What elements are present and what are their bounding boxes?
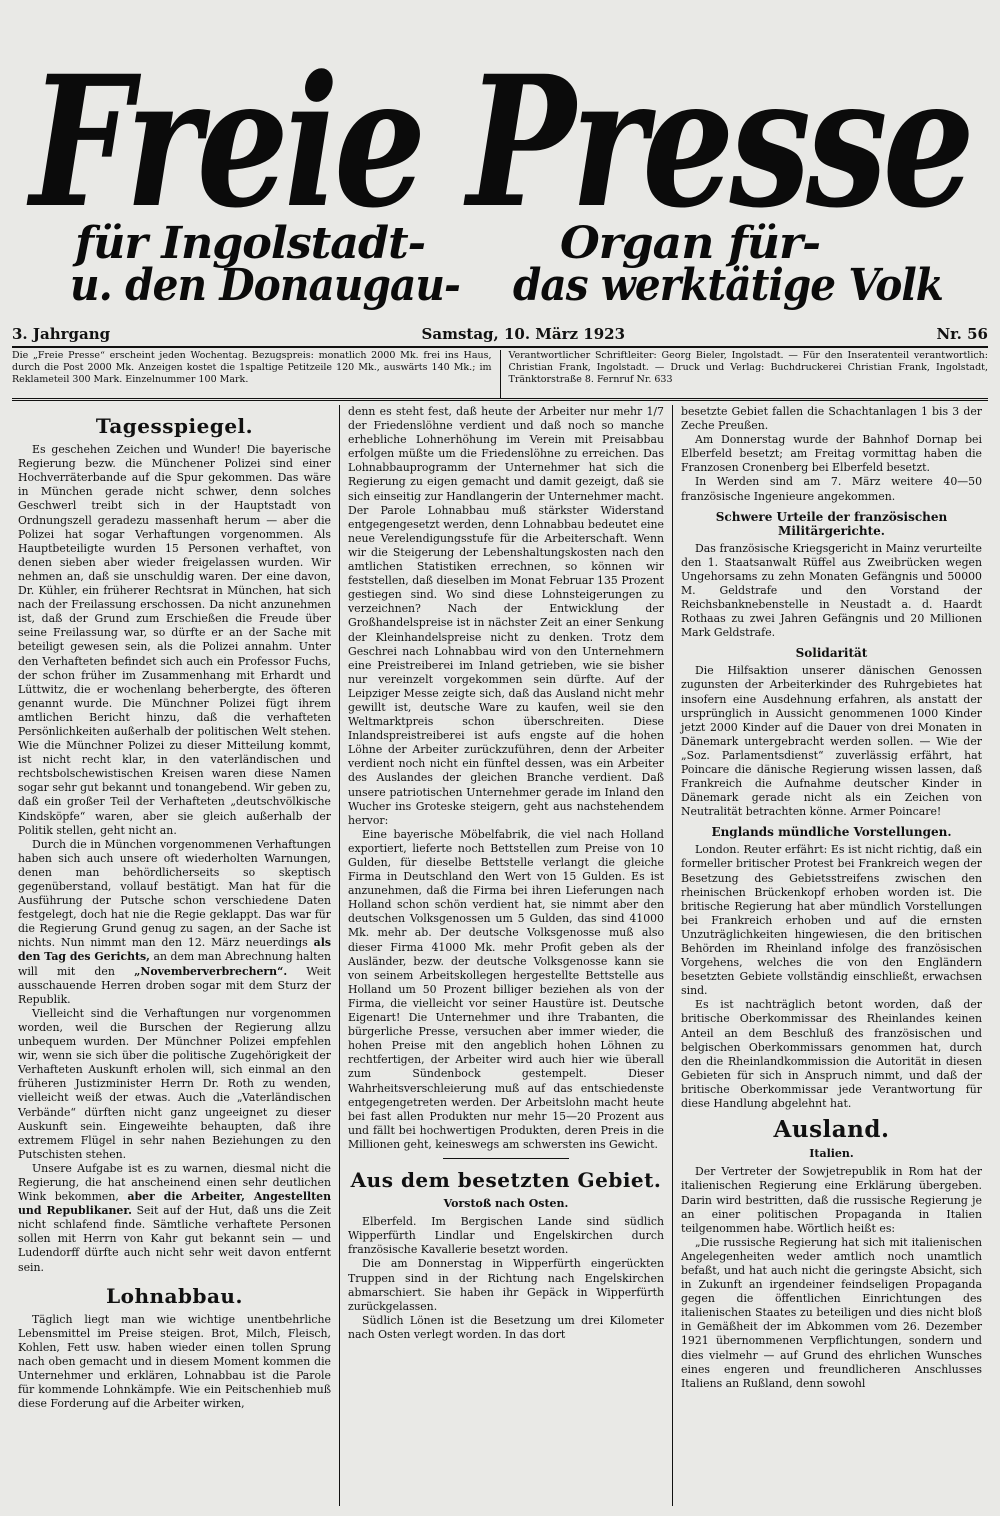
paragraph: Die Hilfsaktion unserer dänischen Genossen zugunsten der Arbeiterkinder des Ruhrgebietes hat insofern eine Ausdehnung erfahren, als anstatt der ursprünglich in Aussicht genommenen 1000 Kinder jetzt 2000 Kinder auf die Dauer von drei Monaten in Dänemark untergebracht werden sollen. — Wie der „Soz. Parlamentsdienst“ zuverlässig erfährt, hat Poincare die dänische Regierung wissen lassen, daß Frankreich die Aufnahme deutscher Kinder in Dänemark gerade nicht als ein Zeichen von Neutralität betrachten könne. Armer Poincare!: [681, 664, 982, 819]
issue-date: Samstag, 10. März 1923: [421, 325, 626, 343]
editor-info: Verantwortlicher Schriftleiter: Georg Bieler, Ingolstadt. — Für den Inseratenteil verantwortlich: Christian Frank, Ingolstadt. — Druck und Verlag: Buchdruckerei Christian Frank, Ingolstadt, Tränktorstraße 8. Fernruf Nr. 633: [508, 350, 988, 385]
paragraph: besetzte Gebiet fallen die Schachtanlagen 1 bis 3 der Zeche Preußen.: [681, 405, 982, 433]
paragraph: Es geschehen Zeichen und Wunder! Die bayerische Regierung bezw. die Münchener Polizei sind einer Hochverräterbande auf die Spur gekommen. Das wäre in München gerade nicht schwer, denn solches Geschwerl treibt sich in der Hauptstadt von Ordnungszell geradezu massenhaft herum — aber die Polizei hat sogar Verhaftungen vorgenommen. Als Hauptbeteiligte wurden 15 Personen verhaftet, von denen sieben aber wieder freigelassen wurden. Wir nehmen an, daß sie unschuldig waren. Der eine davon, Dr. Kühler, ein früherer Rechtsrat in München, hat sich nach der Freilassung erschossen. Da nicht anzunehmen ist, daß der Grund zum Erschießen die Freude über seine Freilassung war, so dürfte er an der Sache mit beteiligt gewesen sein, als die Polizei annahm. Unter den Verhafteten befindet sich auch ein Professor Fuchs, der schon früher im Zusammenhang mit Erhardt und Lüttwitz, die er wochenlang beherbergte, des öfteren genannt wurde. Die Münchner Polizei fügt ihrem amtlichen Bericht hinzu, daß die verhafteten Persönlichkeiten außerhalb der politischen Welt stehen. Wie die Münchner Polizei zu dieser Mitteilung kommt, ist nicht recht klar, in den vaterländischen und rechtsbolschewistischen Kreisen waren diese Namen sogar sehr gut bekannt und tonangebend. Wir geben zu, daß ein großer Teil der Verhafteten „deutschvölkische Kindsköpfe“ waren, aber sie gleich außerhalb der Politik stellen, geht nicht an.: [18, 443, 331, 837]
article-columns: [10, 405, 990, 1506]
dateline: [12, 322, 988, 348]
paragraph: [18, 838, 331, 1007]
separator: [443, 1158, 569, 1159]
column-2: [340, 405, 673, 1506]
masthead-subtitle-right-2: das werktätige Volk: [513, 260, 943, 311]
paragraph: Das französische Kriegsgericht in Mainz verurteilte den 1. Staatsanwalt Rüffel aus Zweibrücken wegen Ungehorsams zu zehn Monaten Gefängnis und 50000 M. Geldstrafe und den Vorstand der Reichsbanknebenstelle in Neustadt a. d. Haardt Rothaas zu zwei Jahren Gefängnis und 20 Millionen Mark Geldstrafe.: [681, 541, 982, 640]
masthead-subtitle-left-1: für Ingolstadt-: [71, 218, 425, 269]
paragraph: Südlich Lönen ist die Besetzung um drei Kilometer nach Osten verlegt worden. In das dort: [348, 1313, 664, 1341]
column-3: [673, 405, 990, 1506]
paragraph: „Die russische Regierung hat sich mit italienischen Angelegenheiten weder amtlich noch unamtlich befaßt, und hat auch nicht die geringste Absicht, sich in Zukunft an irgendeiner feindseligen Propaganda gegen die öffentlichen Einrichtungen des italienischen Staates zu beteiligen und dies nicht bloß in Gemäßheit der im Abkommen vom 26. Dezember 1921 übernommenen Verpflichtungen, sondern und dies vielmehr — auf Grund des ehrlichen Wunsches eines engeren und freundlicheren Anschlusses Italiens an Rußland, denn sowohl: [681, 1235, 982, 1390]
subscription-info: Die „Freie Presse“ erscheint jeden Wochentag. Bezugspreis: monatlich 2000 Mk. frei ins Haus, durch die Post 2000 Mk. Anzeigen kostet die 1spaltige Petitzeile 120 Mk., auswärts 140 Mk.; im Reklameteil 300 Mark. Einzelnummer 100 Mark.: [12, 350, 501, 398]
masthead-title: Freie Presse: [25, 37, 971, 248]
paragraph: In Werden sind am 7. März weitere 40—50 französische Ingenieure angekommen.: [681, 475, 982, 503]
text-run: Seit auf der Hut, daß uns die Zeit nicht schlafend finde. Sämtliche verhaftete Personen sollen mit Herrn von Kahr gut bekannt sein — und Ludendorff dürfte auch nicht sehr weit davon entfernt sein.: [18, 1204, 331, 1274]
paragraph: Vielleicht sind die Verhaftungen nur vorgenommen worden, weil die Burschen der Regierung allzu unbequem wurden. Der Münchner Polizei empfehlen wir, wenn sie sich über die politische Zugehörigkeit der Verhafteten Auskunft erholen will, sich einmal an den früheren Justizminister Herrn Dr. Roth zu wenden, vielleicht weiß der etwas. Auch die „Vaterländischen Verbände“ dürften nicht ganz ungeeignet zu dieser Auskunft sein. Eingeweihte behaupten, daß ihre extremem Flügel in sehr nahen Beziehungen zu den Putschisten stehen.: [18, 1006, 331, 1161]
headline-solidaritaet: Solidarität: [795, 646, 868, 661]
column-1: [10, 405, 340, 1506]
paragraph: Am Donnerstag wurde der Bahnhof Dornap bei Elberfeld besetzt; am Freitag vormittag haben die Franzosen Cronenberg bei Elberfeld besetzt.: [681, 433, 982, 475]
headline-besetztes-gebiet: Aus dem besetzten Gebiet.: [350, 1167, 662, 1192]
publisher-info: [12, 350, 988, 401]
paragraph: Elberfeld. Im Bergischen Lande sind südlich Wipperfürth Lindlar und Engelskirchen durch französische Kavallerie besetzt worden.: [348, 1215, 664, 1257]
text-run: an dem man Abrechnung halten will mit den: [18, 950, 331, 978]
headline-tagesspiegel: Tagesspiegel.: [95, 414, 254, 438]
paragraph: Die am Donnerstag in Wipperfürth eingerückten Truppen sind in der Richtung nach Engelskirchen abmarschiert. Sie haben ihr Gepäck in Wipperfürth zurückgelassen.: [348, 1257, 664, 1313]
masthead-svg: [0, 0, 1000, 318]
paragraph: denn es steht fest, daß heute der Arbeiter nur mehr 1/7 der Friedenslöhne verdient und daß noch so manche erhebliche Lohnerhöhung im Verein mit Preisabbau erfolgen müßte um die Friedenslöhne zu erreichen. Das Lohnabbauprogramm der Unternehmer hat sich die Regierung zu eigen gemacht und damit gezeigt, daß sie sich einseitig zur Handlangerin der Unternehmer macht. Der Parole Lohnabbau muß stärkster Widerstand entgegengesetzt werden, denn Lohnabbau bedeutet eine neue Verelendigungsstufe für die Arbeiterschaft. Wenn wir die Steigerung der Lebenshaltungskosten nach den amtlichen Statistiken errechnen, so können wir feststellen, daß dieselben im Monat Februar 135 Prozent gestiegen sind. Wo sind diese Lohnsteigerungen zu verzeichnen? Nach der Entwicklung der Großhandelspreise ist in nächster Zeit an einer Senkung der Kleinhandelspreise nicht zu denken. Trotz dem Geschrei nach Lohnabbau wird von den Unternehmern eine Preistreiberei im Inland getrieben, wie sie bisher nur vereinzelt vorgekommen sein dürfte. Auf der Leipziger Messe zeigte sich, daß das Ausland nicht mehr gewillt ist, deutsche Ware zu kaufen, weil sie den Weltmarktpreis schon überschreiten. Diese Inlandspreistreiberei ist aufs engste auf die hohen Löhne der Arbeiter zurückzuführen, denn der Arbeiter verdient noch nicht ein fünftel dessen, was ein Arbeiter des Auslandes der gleichen Branche verdient. Daß unsere patriotischen Unternehmer gerade im Inland den Wucher ins Groteske steigern, geht aus nachstehendem hervor:: [348, 405, 664, 827]
headline-ausland: Ausland.: [773, 1116, 890, 1144]
issue-number: Nr. 56: [936, 325, 988, 343]
volume-label: 3. Jahrgang: [12, 325, 111, 343]
bold-text: „Novemberverbrechern“.: [134, 964, 288, 978]
text-run: Weit ausschauende Herren droben sogar mit dem Sturz der Republik.: [18, 964, 332, 1006]
paragraph: Täglich liegt man wie wichtige unentbehrliche Lebensmittel im Preise steigen. Brot, Milch, Fleisch, Kohlen, Fett usw. haben wieder einen tollen Sprung nach oben gemacht und in diesem Moment kommen die Unternehmer und erklären, Lohnabbau ist die Parole für kommende Lohnkämpfe. Wie ein Peitschenhieb muß diese Forderung auf die Arbeiter wirken,: [18, 1312, 331, 1411]
headline-militaergerichte: Schwere Urteile der französischen Militärgerichte.: [715, 509, 948, 538]
subheadline-italien: Italien.: [809, 1147, 854, 1161]
paragraph: Eine bayerische Möbelfabrik, die viel nach Holland exportiert, lieferte noch Bettstellen zum Preise von 10 Gulden, für dieselbe Bettstelle verlangt die gleiche Firma in Deutschland den Wert von 15 Gulden. Es ist anzunehmen, daß die Firma bei ihren Lieferungen nach Holland schon schön verdient hat, sie nimmt aber den deutschen Volksgenossen um 5 Gulden, das sind 41000 Mk. mehr ab. Der deutsche Volksgenosse muß also dieser Firma 41000 Mk. mehr Profit geben als der Ausländer, bezw. der deutsche Volksgenosse kann sie von seinem Arbeitskollegen hergestellte Bettstelle aus Holland um 50 Prozent billiger beziehen als von der Firma, die vielleicht vor seiner Haustüre ist. Deutsche Eigenart! Die Unternehmer und ihre Trabanten, die bürgerliche Presse, versuchen aber immer wieder, die hohen Preise mit den angeblich hohen Löhnen zu rechtfertigen, der Arbeiter wird auch hier wie überall zum Sündenbock gestempelt. Dieser Wahrheitsverschleierung muß auf das entschiedenste entgegengetreten werden. Der Arbeitslohn macht heute bei fast allen Produkten nur mehr 15—20 Prozent aus und fällt bei hochwertigen Produkten, deren Preis in die Millionen geht, keineswegs am schwersten ins Gewicht.: [348, 827, 664, 1151]
text-run: Unsere Aufgabe ist es zu warnen, diesmal nicht die Regierung, die hat anscheinend einen sehr deutlichen Wink bekommen,: [18, 1161, 331, 1204]
paragraph: [18, 1162, 331, 1275]
masthead-subtitle-right-1: Organ für-: [560, 218, 820, 269]
bold-text: aber die Arbeiter, Angestellten und Republikaner.: [18, 1190, 331, 1218]
paragraph: Es ist nachträglich betont worden, daß der britische Oberkommissar des Rheinlandes keinen Anteil an dem Beschluß des französischen und belgischen Oberkommissars genommen hat, durch den die Rheinlandkommission die Autorität in diesen Gebieten für sich in Anspruch nimmt, und daß der britische Oberkommissar jede Verantwortung für diese Handlung abgelehnt hat.: [681, 998, 982, 1111]
text-run: Durch die in München vorgenommenen Verhaftungen haben sich auch unsere oft wiederholten Warnungen, denen man behördlicherseits so skeptisch gegenüberstand, vollauf bestätigt. Man hat für die Ausführung der Putsche schon verschiedene Daten festgelegt, doch hat nie die Regie geklappt. Das war für die Regierung Grund genug zu sagen, an der Sache ist nichts. Nun nimmt man den 12. März neuerdings: [18, 837, 331, 950]
masthead-subtitle-left-2: u. den Donaugau-: [70, 260, 460, 311]
headline-lohnabbau: Lohnabbau.: [106, 1283, 243, 1308]
subheadline-vorstoss: Vorstoß nach Osten.: [443, 1197, 569, 1211]
paragraph: London. Reuter erfährt: Es ist nicht richtig, daß ein formeller britischer Protest bei Frankreich wegen der Besetzung des Gebietsstreifens zwischen den rheinischen Brückenkopf erhoben worden ist. Die britische Regierung hat aber mündlich Vorstellungen bei Frankreich erhoben und auf die ernsten Unzuträglichkeiten hingewiesen, die den britischen Behörden im Rheinland infolge des französischen Vorgehens, welches die von den Engländern besetzten Gebiete vollständig einschließt, erwachsen sind.: [681, 843, 982, 998]
masthead: [0, 0, 1000, 318]
headline-englands-vorstellungen: Englands mündliche Vorstellungen.: [711, 825, 952, 840]
bold-text: als den Tag des Gerichts,: [18, 936, 331, 964]
paragraph: Der Vertreter der Sowjetrepublik in Rom hat der italienischen Regierung eine Erklärung übergeben. Darin wird bestritten, daß die russische Regierung je an einer politischen Propaganda in Italien teilgenommen habe. Wörtlich heißt es:: [681, 1165, 982, 1235]
